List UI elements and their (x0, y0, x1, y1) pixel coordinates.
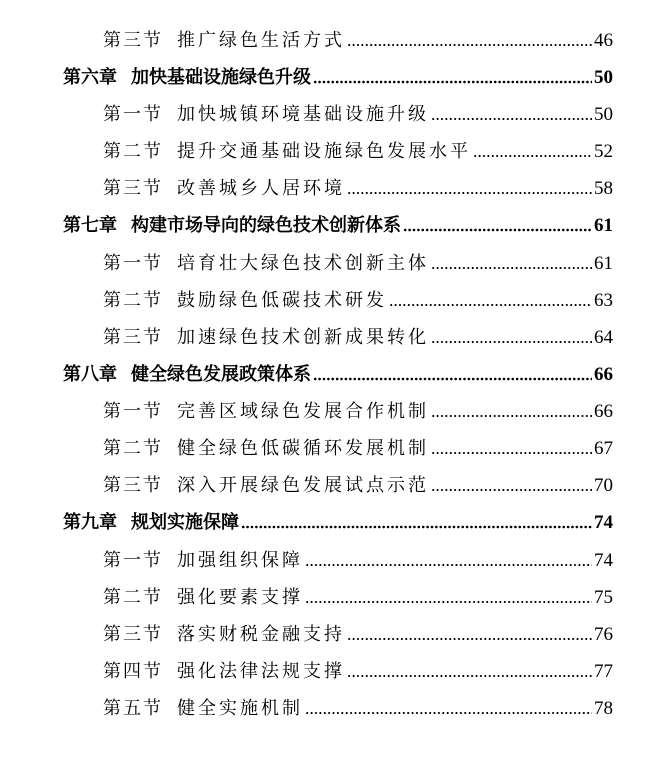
page-number: 74 (594, 512, 613, 533)
toc-section-entry[interactable] (103, 579, 613, 609)
toc-section-entry[interactable] (103, 319, 613, 349)
section-title: 健全实施机制 (177, 698, 303, 719)
page-number: 78 (594, 698, 613, 719)
dot-leader (241, 524, 592, 530)
section-number: 第一节 (103, 401, 163, 422)
dot-leader (305, 599, 592, 605)
section-title: 改善城乡人居环境 (177, 178, 345, 199)
section-number: 第三节 (103, 327, 163, 348)
section-title: 完善区域绿色发展合作机制 (177, 401, 429, 422)
section-number: 第五节 (103, 698, 163, 719)
toc-section-entry[interactable] (103, 393, 613, 423)
dot-leader (389, 302, 592, 308)
page-number: 74 (594, 550, 613, 571)
toc-chapter-entry[interactable] (63, 356, 613, 386)
page-number: 66 (594, 364, 613, 385)
toc-section-entry[interactable] (103, 170, 613, 200)
section-number: 第三节 (103, 178, 163, 199)
page-number: 46 (594, 30, 613, 51)
toc-chapter-entry[interactable] (63, 207, 613, 237)
page-number: 76 (594, 624, 613, 645)
dot-leader (431, 339, 592, 345)
section-title: 深入开展绿色发展试点示范 (177, 475, 429, 496)
section-title: 推广绿色生活方式 (177, 30, 345, 51)
dot-leader (431, 413, 592, 419)
dot-leader (347, 673, 592, 679)
toc-section-entry[interactable] (103, 22, 613, 52)
page-number: 61 (594, 253, 613, 274)
toc-chapter-entry[interactable] (63, 504, 613, 534)
chapter-title: 加快基础设施绿色升级 (131, 67, 311, 88)
dot-leader (305, 562, 592, 568)
section-title: 鼓励绿色低碳技术研发 (177, 290, 387, 311)
dot-leader (313, 376, 592, 382)
dot-leader (347, 190, 592, 196)
section-number: 第一节 (103, 104, 163, 125)
page-number: 70 (594, 475, 613, 496)
dot-leader (431, 265, 592, 271)
section-title: 培育壮大绿色技术创新主体 (177, 253, 429, 274)
chapter-title: 规划实施保障 (131, 512, 239, 533)
section-title: 加速绿色技术创新成果转化 (177, 327, 429, 348)
section-title: 落实财税金融支持 (177, 624, 345, 645)
page-number: 77 (594, 661, 613, 682)
chapter-number: 第九章 (63, 512, 117, 533)
chapter-number: 第八章 (63, 364, 117, 385)
chapter-title: 构建市场导向的绿色技术创新体系 (131, 215, 401, 236)
dot-leader (431, 116, 592, 122)
dot-leader (313, 79, 592, 85)
toc-section-entry[interactable] (103, 542, 613, 572)
section-number: 第四节 (103, 661, 163, 682)
toc-section-entry[interactable] (103, 282, 613, 312)
page-number: 75 (594, 587, 613, 608)
page-number: 50 (594, 67, 613, 88)
dot-leader (403, 227, 592, 233)
section-title: 提升交通基础设施绿色发展水平 (177, 141, 471, 162)
chapter-number: 第七章 (63, 215, 117, 236)
toc-section-entry[interactable] (103, 133, 613, 163)
toc-section-entry[interactable] (103, 245, 613, 275)
dot-leader (347, 42, 592, 48)
page-number: 64 (594, 327, 613, 348)
toc-section-entry[interactable] (103, 430, 613, 460)
section-number: 第二节 (103, 290, 163, 311)
section-title: 强化要素支撑 (177, 587, 303, 608)
section-title: 加强组织保障 (177, 550, 303, 571)
section-number: 第一节 (103, 253, 163, 274)
toc-chapter-entry[interactable] (63, 59, 613, 89)
section-number: 第二节 (103, 587, 163, 608)
section-number: 第一节 (103, 550, 163, 571)
dot-leader (431, 487, 592, 493)
page-number: 67 (594, 438, 613, 459)
dot-leader (473, 153, 592, 159)
page-number: 66 (594, 401, 613, 422)
section-number: 第二节 (103, 141, 163, 162)
chapter-number: 第六章 (63, 67, 117, 88)
page-number: 50 (594, 104, 613, 125)
page-number: 58 (594, 178, 613, 199)
section-title: 加快城镇环境基础设施升级 (177, 104, 429, 125)
section-number: 第三节 (103, 624, 163, 645)
section-number: 第三节 (103, 30, 163, 51)
page-number: 61 (594, 215, 613, 236)
dot-leader (305, 710, 592, 716)
chapter-title: 健全绿色发展政策体系 (131, 364, 311, 385)
toc-section-entry[interactable] (103, 467, 613, 497)
dot-leader (431, 450, 592, 456)
toc-section-entry[interactable] (103, 653, 613, 683)
section-number: 第二节 (103, 438, 163, 459)
page-number: 63 (594, 290, 613, 311)
page-number: 52 (594, 141, 613, 162)
dot-leader (347, 636, 592, 642)
toc-section-entry[interactable] (103, 96, 613, 126)
toc-section-entry[interactable] (103, 616, 613, 646)
section-title: 健全绿色低碳循环发展机制 (177, 438, 429, 459)
toc-section-entry[interactable] (103, 690, 613, 720)
section-number: 第三节 (103, 475, 163, 496)
section-title: 强化法律法规支撑 (177, 661, 345, 682)
